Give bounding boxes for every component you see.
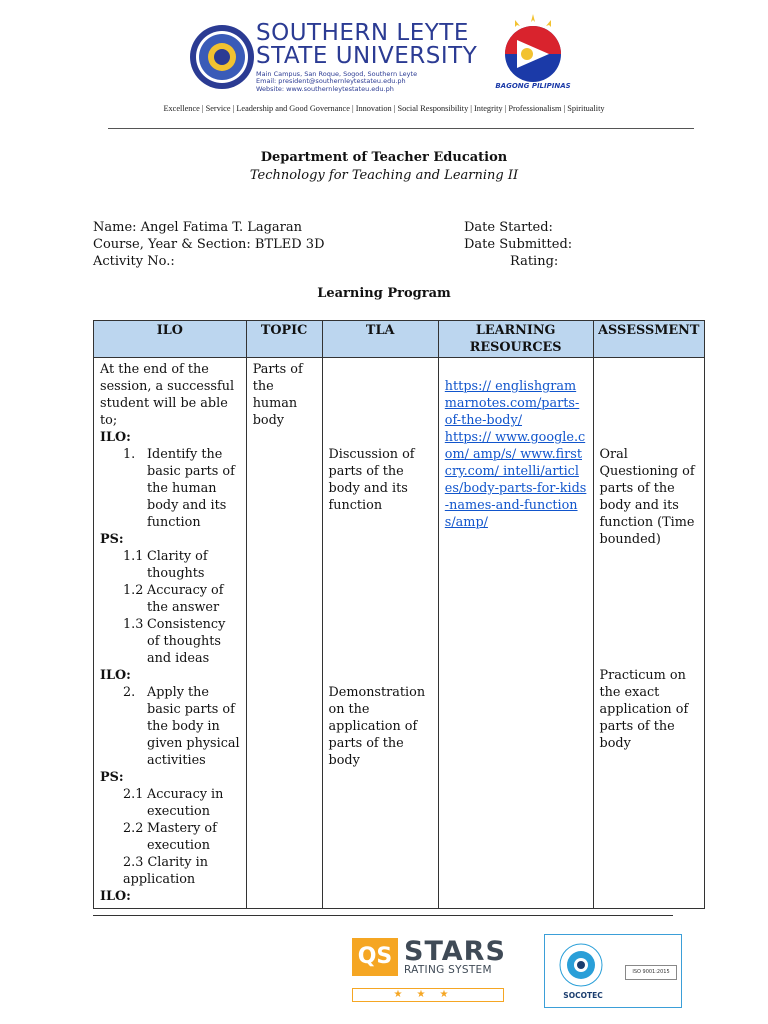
socotec-emblem-icon: [559, 943, 603, 987]
ps-item-number: 1.1: [123, 549, 144, 564]
bagong-pilipinas-label: BAGONG PILIPINAS: [495, 82, 571, 90]
ps-item-number: 1.2: [123, 583, 144, 598]
ps-item-number: 2.2: [123, 821, 144, 836]
ps-item-text: Accuracy in execution: [147, 787, 224, 819]
ps-item: [100, 786, 240, 820]
date-submitted: Date Submitted:: [464, 237, 573, 252]
ilo-item-1-number: 1.: [123, 447, 136, 462]
assessment-spacer: [600, 548, 699, 667]
ps-item-text: Consistency of thoughts and ideas: [147, 617, 226, 666]
ilo-item-2: [100, 684, 240, 769]
header-learning-resources: LEARNING RESOURCES: [438, 321, 593, 358]
submission-info: [464, 219, 572, 270]
date-started: Date Started:: [464, 220, 553, 235]
ps-label-2: PS:: [100, 770, 124, 785]
ps-item-number: 2.1: [123, 787, 144, 802]
socotec-label: SOCOTEC: [563, 991, 603, 1000]
resource-link[interactable]: https:// www.google.com/ amp/s/ www.firstcry.com/ intelli/articles/body-parts-for-kids-names-and-functions/amp/: [444, 430, 587, 530]
course-section: Course, Year & Section: BTLED 3D: [93, 237, 325, 252]
ilo-cell: [94, 358, 247, 909]
activity-number: Activity No.:: [93, 254, 175, 269]
tla-discussion: Discussion of parts of the body and its function: [328, 447, 415, 513]
ps-item-text: Accuracy of the answer: [147, 583, 224, 615]
qs-stars-logo: [352, 938, 504, 1004]
university-name: [256, 22, 477, 93]
learning-program-title: Learning Program: [317, 286, 451, 301]
university-email: Email: president@southernleytestateu.edu.ph: [256, 77, 406, 86]
student-info: [93, 219, 325, 270]
ps-item-number: 2.3: [123, 855, 144, 870]
ilo-label-2: ILO:: [100, 668, 131, 683]
topic-text: Parts of the human body: [252, 362, 303, 428]
rating: Rating:: [510, 254, 559, 269]
header-divider: [108, 128, 694, 129]
bagong-pilipinas-logo-icon: [493, 10, 573, 90]
ilo-item-2-text: Apply the basic parts of the body in given physical activities: [147, 685, 240, 768]
resource-link[interactable]: https:// englishgrammarnotes.com/parts-of-the-body/: [444, 379, 580, 428]
ps-item: [100, 854, 240, 888]
ps-item: [100, 616, 240, 667]
table-row: [94, 358, 705, 909]
university-website: Website: www.southernleytestateu.edu.ph: [256, 84, 394, 93]
resources-spacer: [445, 361, 587, 378]
header-ilo: ILO: [94, 321, 247, 358]
assessment-cell: [593, 358, 705, 909]
star-rating-icon: ★★★: [352, 988, 504, 1002]
university-name-line1: SOUTHERN LEYTE: [256, 20, 469, 46]
assessment-spacer: [600, 361, 699, 446]
table-header-row: [94, 321, 705, 358]
department-title: Department of Teacher Education: [260, 150, 508, 165]
socotec-certification-logo: [544, 934, 682, 1008]
assessment-practicum: Practicum on the exact application of parts of the body: [599, 668, 689, 751]
iso-label: ISO 9001:2015: [625, 965, 677, 980]
footer-divider: [93, 915, 673, 916]
university-contact: [256, 71, 477, 93]
header-assessment: ASSESSMENT: [593, 321, 705, 358]
qs-badge: QS: [352, 938, 398, 976]
course-title: Technology for Teaching and Learning II: [249, 168, 519, 183]
ps-item: [100, 548, 240, 582]
ps-item-text: Clarity in application: [123, 855, 208, 887]
student-name: Name: Angel Fatima T. Lagaran: [93, 220, 303, 235]
ps-label-1: PS:: [100, 532, 124, 547]
qs-rating-system: RATING SYSTEM: [404, 964, 492, 976]
ilo-item-1: [100, 446, 240, 531]
learning-program-table: [93, 320, 705, 909]
ilo-item-2-number: 2.: [123, 685, 136, 700]
tla-spacer: [329, 514, 432, 684]
ilo-intro: At the end of the session, a successful student will be able to;: [100, 362, 235, 428]
ps-item-text: Clarity of thoughts: [147, 549, 208, 581]
header-tla: TLA: [322, 321, 438, 358]
tla-demonstration: Demonstration on the application of parts of the body: [328, 685, 426, 768]
ps-item: [100, 582, 240, 616]
qs-stars-word: STARS: [404, 936, 506, 967]
learning-resources-cell: [438, 358, 593, 909]
ps-item-number: 1.3: [123, 617, 144, 632]
ilo-item-1-text: Identify the basic parts of the human body and its function: [147, 447, 235, 530]
tla-cell: [322, 358, 438, 909]
header-topic: TOPIC: [246, 321, 322, 358]
ilo-label-3: ILO:: [100, 889, 131, 904]
core-values-tagline: Excellence | Service | Leadership and Good Governance | Innovation | Social Responsibility | Integrity | Professionalism | Spirituality: [163, 104, 605, 113]
ps-item-text: Mastery of execution: [147, 821, 217, 853]
topic-cell: [246, 358, 322, 909]
university-address: Main Campus, San Roque, Sogod, Southern Leyte: [256, 70, 418, 78]
university-seal-icon: [189, 24, 255, 90]
university-name-line2: STATE UNIVERSITY: [256, 43, 478, 69]
assessment-oral: Oral Questioning of parts of the body and its function (Time bounded): [599, 447, 695, 547]
letterhead: [0, 0, 768, 140]
ilo-label-1: ILO:: [100, 430, 131, 445]
ps-item: [100, 820, 240, 854]
tla-spacer: [329, 361, 432, 446]
